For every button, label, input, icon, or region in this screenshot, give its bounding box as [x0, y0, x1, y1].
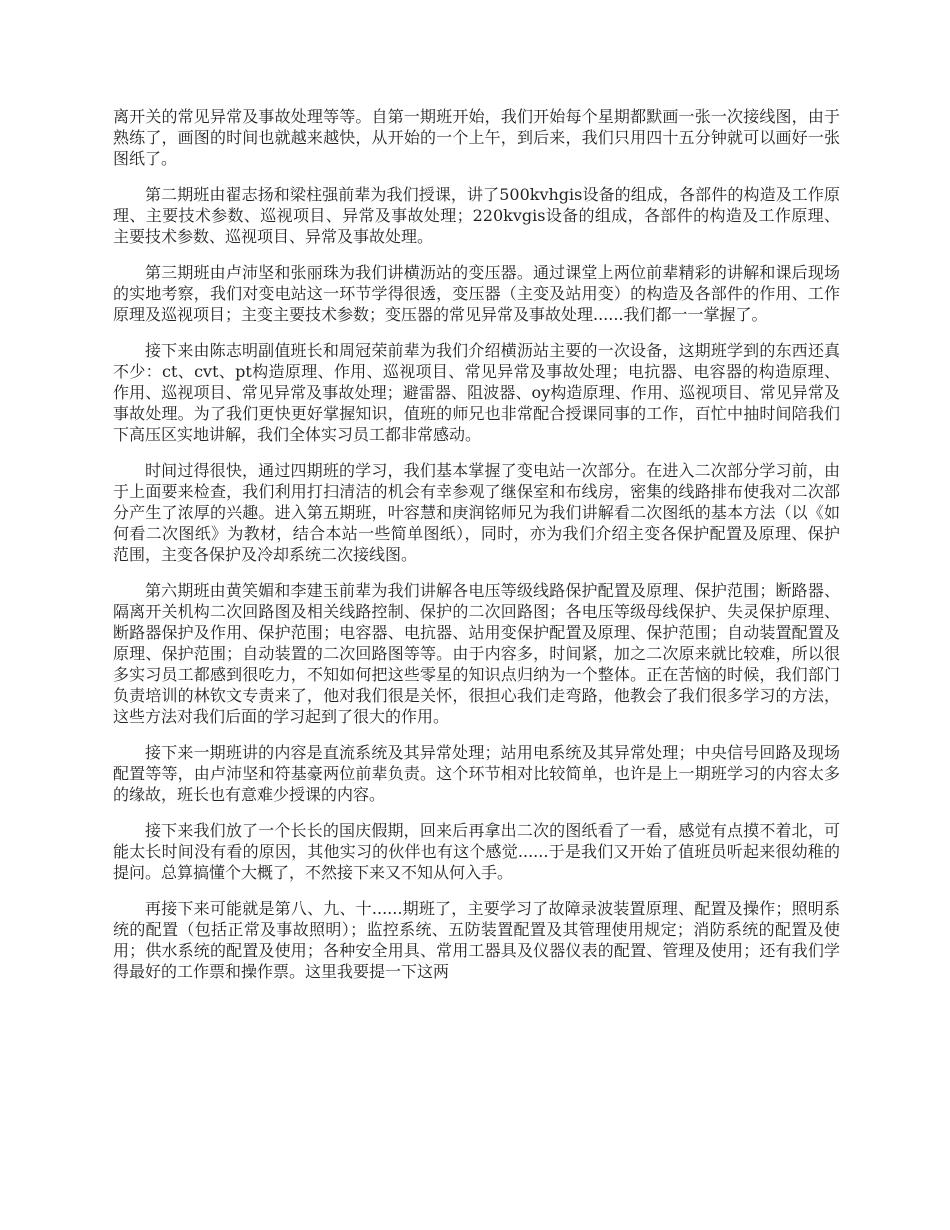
paragraph-8: 接下来我们放了一个长长的国庆假期，回来后再拿出二次的图纸看了一看，感觉有点摸不着北，可能太长时间没有看的原因，其他实习的伙伴也有这个感觉......于是我们又开始了值班员听起来很幼稚的提问。总算搞懂个大概了，不然接下来又不知从何入手。	[113, 821, 840, 882]
paragraph-9: 再接下来可能就是第八、九、十......期班了，主要学习了故障录波装置原理、配置及操作；照明系统的配置（包括正常及事故照明）；监控系统、五防装置配置及其管理使用规定；消防系统的配置及使用；供水系统的配置及使用；各种安全用具、常用工器具及仪器仪表的配置、管理及使用；还有我们学得最好的工作票和操作票。这里我要提一下这两	[113, 899, 840, 981]
paragraph-4: 接下来由陈志明副值班长和周冠荣前辈为我们介绍横沥站主要的一次设备，这期班学到的东西还真不少：ct、cvt、pt构造原理、作用、巡视项目、常见异常及事故处理；电抗器、电容器的构造原理、作用、巡视项目、常见异常及事故处理；避雷器、阻波器、oy构造原理、作用、巡视项目、常见异常及事故处理。为了我们更快更好掌握知识，值班的师兄也非常配合授课同事的工作，百忙中抽时间陪我们下高压区实地讲解，我们全体实习员工都非常感动。	[113, 341, 840, 444]
paragraph-1: 离开关的常见异常及事故处理等等。自第一期班开始，我们开始每个星期都默画一张一次接线图，由于熟练了，画图的时间也就越来越快，从开始的一个上午，到后来，我们只用四十五分钟就可以画好一张图纸了。	[113, 107, 840, 168]
paragraph-6: 第六期班由黄笑媚和李建玉前辈为我们讲解各电压等级线路保护配置及原理、保护范围；断路器、隔离开关机构二次回路图及相关线路控制、保护的二次回路图；各电压等级母线保护、失灵保护原理、断路器保护及作用、保护范围；电容器、电抗器、站用变保护配置及原理、保护范围；自动装置配置及原理、保护范围；自动装置的二次回路图等等。由于内容多，时间紧，加之二次原来就比较难，所以很多实习员工都感到很吃力，不知如何把这些零星的知识点归纳为一个整体。正在苦恼的时候，我们部门负责培训的林钦文专责来了，他对我们很是关怀，很担心我们走弯路，他教会了我们很多学习的方法，这些方法对我们后面的学习起到了很大的作用。	[113, 581, 840, 726]
paragraph-3: 第三期班由卢沛坚和张丽珠为我们讲横沥站的变压器。通过课堂上两位前辈精彩的讲解和课后现场的实地考察，我们对变电站这一环节学得很透，变压器（主变及站用变）的构造及各部件的作用、工作原理及巡视项目；主变主要技术参数；变压器的常见异常及事故处理......我们都一一掌握了。	[113, 263, 840, 324]
document-body	[113, 106, 840, 997]
paragraph-5: 时间过得很快，通过四期班的学习，我们基本掌握了变电站一次部分。在进入二次部分学习前，由于上面要来检查，我们利用打扫清洁的机会有幸参观了继保室和布线房，密集的线路排布使我对二次部分产生了浓厚的兴趣。进入第五期班，叶容慧和庚润铭师兄为我们讲解看二次图纸的基本方法（以《如何看二次图纸》为教材，结合本站一些简单图纸），同时，亦为我们介绍主变各保护配置及原理、保护范围，主变各保护及冷却系统二次接线图。	[113, 461, 840, 564]
paragraph-2: 第二期班由翟志扬和梁柱强前辈为我们授课，讲了500kvhgis设备的组成，各部件的构造及工作原理、主要技术参数、巡视项目、异常及事故处理；220kvgis设备的组成，各部件的构造及工作原理、主要技术参数、巡视项目、异常及事故处理。	[113, 185, 840, 246]
paragraph-7: 接下来一期班讲的内容是直流系统及其异常处理；站用电系统及其异常处理；中央信号回路及现场配置等等，由卢沛坚和符基豪两位前辈负责。这个环节相对比较简单，也许是上一期班学习的内容太多的缘故，班长也有意难少授课的内容。	[113, 743, 840, 804]
